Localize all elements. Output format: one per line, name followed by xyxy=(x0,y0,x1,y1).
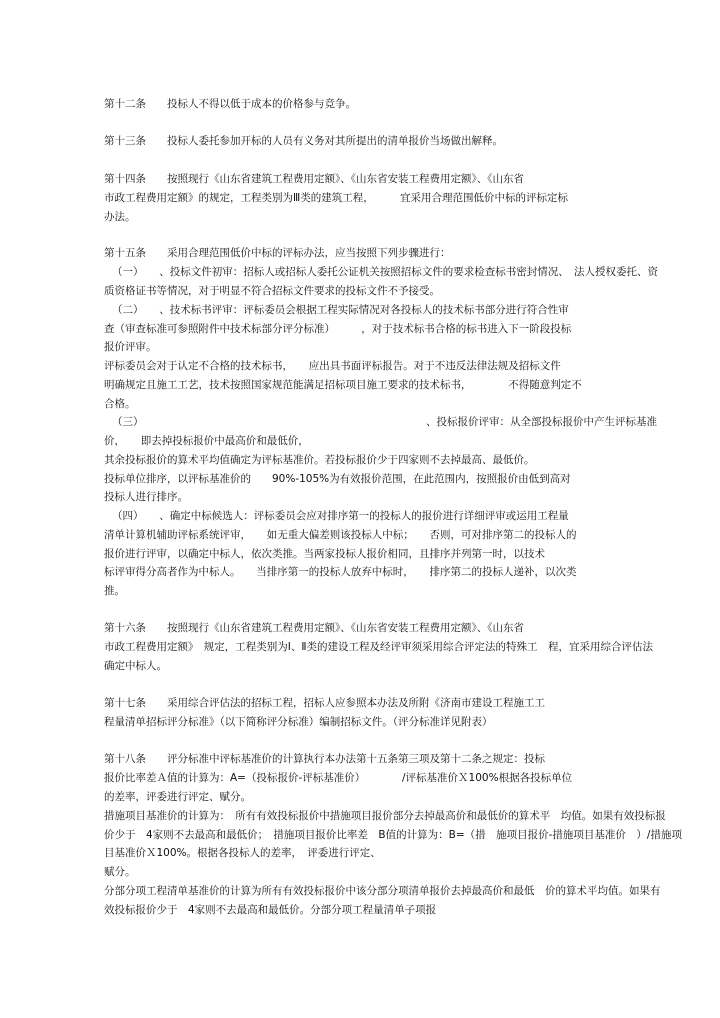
article-15-item-3-line-3: 其余投标报价的算术平均值确定为评标基准价。若投标报价少于四家则不去掉最高、最低价。 xyxy=(104,454,535,466)
article-15-item-2-line-2: 查（审查标准可参照附件中技术标部分评分标准） ，对于技术标书合格的标书进入下一阶段投标 xyxy=(104,323,572,335)
article-18-line-1: 第十八条 评分标准中评标基准价的计算执行本办法第十五条第三项及第十二条之规定：投标 xyxy=(104,753,545,765)
article-18-line-6: 目基准价Ｘ100%。根据各投标人的差率， 评委进行评定、 xyxy=(104,847,381,859)
article-18-line-4: 措施项目基准价的计算为： 所有有效投标报价中措施项目报价部分去掉最高价和最低价的算术平 均值。如果有效投标报 xyxy=(104,810,666,822)
article-18-line-9: 效投标报价少于 4家则不去最高和最低价。分部分项工程量清单子项报 xyxy=(104,904,437,916)
article-15-item-4-line-3: 报价进行评审，以确定中标人，依次类推。当两家投标人报价相同，且排序并列第一时，以技术 xyxy=(104,548,545,560)
article-13: 第十三条 投标人委托参加开标的人员有义务对其所提出的清单报价当场做出解释。 xyxy=(104,135,503,147)
article-15-item-2-line-3: 报价评审。 xyxy=(104,341,157,353)
article-15-item-3-line-2: 价， 即去掉投标报价中最高价和最低价， xyxy=(104,435,309,447)
article-14-line-1: 第十四条 按照现行《山东省建筑工程费用定额》、《山东省安装工程费用定额》、《山东省 xyxy=(104,173,524,185)
article-18-line-5: 价少于 4家则不去最高和最低价； 措施项目报价比率差 B值的计算为：B=（措 施项目报价-措施项目基准价 ）/措施项 xyxy=(104,829,682,841)
article-16-line-3: 确定中标人。 xyxy=(104,660,167,672)
article-15-item-2-line-1: （二） 、技术标书评审：评标委员会根据工程实际情况对各投标人的技术标书部分进行符合性审 xyxy=(112,304,569,316)
article-14-line-3: 办法。 xyxy=(104,211,136,223)
article-17-line-1: 第十七条 采用综合评估法的招标工程，招标人应参照本办法及所附《济南市建设工程施工工 xyxy=(104,697,545,709)
article-15-item-4-line-1: （四） 、确定中标候选人：评标委员会应对排序第一的投标人的报价进行详细评审或运用工程量 xyxy=(112,510,569,522)
article-18-line-7: 赋分。 xyxy=(104,866,136,878)
article-15-heading: 第十五条 采用合理范围低价中标的评标办法，应当按照下列步骤进行： xyxy=(104,247,451,259)
article-15-item-3-line-1: 、投标报价评审：从全部投标报价中产生评标基准 xyxy=(426,416,657,428)
article-15-item-4-line-4: 标评审得分高者作为中标人。 当排序第一的投标人放弃中标时， 排序第二的投标人递补，以次类 xyxy=(104,566,577,578)
article-15-item-4-line-5: 推。 xyxy=(104,585,125,597)
article-12: 第十二条 投标人不得以低于成本的价格参与竞争。 xyxy=(104,98,356,110)
article-18-line-2: 报价比率差Ａ值的计算为：A=（投标报价-评标基准价） /评标基准价Ｘ100%根据各投标单位 xyxy=(104,772,573,784)
article-15-item-4-line-2: 清单计算机辅助评标系统评审， 如无重大偏差则该投标人中标； 否则，可对排序第二的投标人的 xyxy=(104,529,577,541)
article-17-line-2: 程量清单招标评分标准》（以下简称评分标准）编制招标文件。（评分标准详见附表） xyxy=(104,716,493,728)
article-15-item-2-line-6: 合格。 xyxy=(104,398,136,410)
article-15-item-2-line-5: 明确规定且施工工艺，技术按照国家规范能满足招标项目施工要求的技术标书， 不得随意判定不 xyxy=(104,379,582,391)
article-16-line-2: 市政工程费用定额》 规定，工程类别为Ⅰ、Ⅱ类的建设工程及经评审须采用综合评定法的特殊工 程，宜采用综合评估法 xyxy=(104,641,654,653)
article-16-line-1: 第十六条 按照现行《山东省建筑工程费用定额》、《山东省安装工程费用定额》、《山东省 xyxy=(104,622,524,634)
article-15-item-3-line-4: 投标单位排序，以评标基准价的 90%-105%为有效报价范围，在此范围内，按照报价由低到高对 xyxy=(104,473,571,485)
article-18-line-8: 分部分项工程清单基准价的计算为所有有效投标报价中该分部分项清单报价去掉最高价和最低 价的算术平均值。如果有 xyxy=(104,885,661,897)
article-15-item-2-line-4: 评标委员会对于认定不合格的技术标书， 应出具书面评标报告。对于不违反法律法规及招标文件 xyxy=(104,360,561,372)
article-14-line-2: 市政工程费用定额》的规定，工程类别为Ⅲ类的建筑工程， 宜采用合理范围低价中标的评标定标 xyxy=(104,192,568,204)
article-15-item-3-line-5: 投标人进行排序。 xyxy=(104,491,188,503)
article-15-item-1-line-1: （一） 、投标文件初审：招标人或招标人委托公证机关按照招标文件的要求检查标书密封情况、 法人授权委托、资 xyxy=(112,266,658,278)
article-18-line-3: 的差率，评委进行评定、赋分。 xyxy=(104,791,251,803)
article-15-item-3-label: （三） xyxy=(112,416,144,428)
article-15-item-1-line-2: 质资格证书等情况，对于明显不符合招标文件要求的投标文件不予接受。 xyxy=(104,285,440,297)
